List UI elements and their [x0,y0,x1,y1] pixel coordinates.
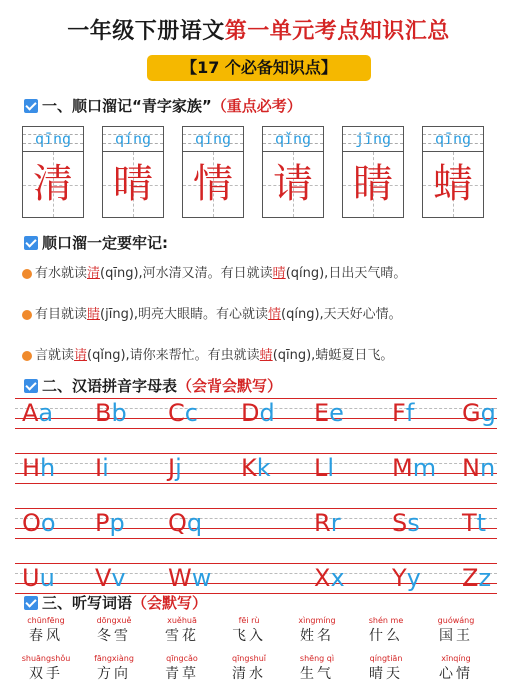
alphabet-letter: Jj [168,454,182,482]
vocab-hanzi: 晴天 [369,666,403,682]
alphabet-letter: Kk [241,454,271,482]
vocab-hanzi: 方向 [97,666,131,682]
vocab-hanzi: 雪花 [165,628,199,644]
vocab-word [426,616,486,645]
bullet-dot-icon [22,269,32,279]
character-pinyin: qíng [103,127,163,152]
character-card [102,126,164,218]
vocab-word [356,616,416,645]
vocab-word [426,654,486,683]
vocab-pinyin: shén me [368,616,404,625]
section-3-note: （会默写） [132,594,208,612]
section-3-header [24,592,207,613]
knowledge-count-badge: 【17 个必备知识点】 [147,55,371,81]
vocab-pinyin: xuěhuā [167,616,197,625]
vocab-pinyin: xìngmíng [298,616,336,625]
vocab-hanzi: 生气 [300,666,334,682]
alphabet-letter: Gg [462,399,496,427]
alphabet-letter: Ww [168,564,212,592]
alphabet-row [15,453,497,493]
alphabet-letter: Dd [241,399,275,427]
vocab-hanzi: 心情 [439,666,473,682]
character-pinyin: qīng [23,127,83,152]
section-2-note: （会背会默写） [177,377,283,395]
section-2-title: 二、汉语拼音字母表 [42,377,178,395]
vocab-hanzi: 青草 [165,666,199,682]
vocab-word [16,616,76,645]
vocab-pinyin: qíngtiān [369,654,403,663]
alphabet-letter: Aa [22,399,54,427]
checkbox-icon [24,99,38,113]
alphabet-letter: Mm [392,454,437,482]
character-card [22,126,84,218]
alphabet-row [15,398,497,438]
alphabet-row [15,508,497,548]
character-card [342,126,404,218]
rhyme-line: 有目就读睛(jīng),明亮大眼睛。有心就读情(qíng),天天好心情。 [22,303,402,322]
vocab-pinyin: qīngshuǐ [232,654,266,663]
section-1-header [24,95,302,116]
alphabet-letter: Qq [168,509,203,537]
character-hanzi: 清 [23,152,83,217]
vocab-pinyin: guówáng [437,616,475,625]
character-pinyin: qíng [183,127,243,152]
vocab-word [152,616,212,645]
vocab-word [219,616,279,645]
checkbox-icon [24,596,38,610]
vocab-word [219,654,279,683]
alphabet-letter: Hh [22,454,56,482]
alphabet-letter: Yy [392,564,421,592]
vocab-pinyin: qīngcǎo [166,654,198,663]
vocab-pinyin: xīnqíng [441,654,471,663]
character-card [182,126,244,218]
character-pinyin: jīng [343,127,403,152]
character-hanzi: 睛 [343,152,403,217]
subsection-title: 顺口溜一定要牢记: [42,234,168,252]
vocab-word [287,654,347,683]
alphabet-letter: Rr [314,509,341,537]
vocab-pinyin: shēng qì [299,654,335,663]
alphabet-letter: Ss [392,509,420,537]
section-1-note: （重点必考） [211,97,302,115]
rhyme-line: 有水就读清(qīng),河水清又清。有日就读晴(qíng),日出天气晴。 [22,262,406,281]
vocab-hanzi: 姓名 [300,628,334,644]
bullet-dot-icon [22,351,32,361]
character-hanzi: 晴 [103,152,163,217]
vocab-hanzi: 什么 [369,628,403,644]
vocab-word [84,616,144,645]
alphabet-letter: Xx [314,564,345,592]
vocab-pinyin: fāngxiàng [94,654,134,663]
alphabet-letter: Ii [95,454,109,482]
alphabet-letter: Nn [462,454,496,482]
vocab-hanzi: 双手 [29,666,63,682]
alphabet-letter: Ee [314,399,344,427]
vocab-word [152,654,212,683]
alphabet-letter: Tt [462,509,487,537]
alphabet-letter: Ll [314,454,335,482]
section-1-title: 一、顺口溜记“青字家族” [42,97,212,115]
character-hanzi: 请 [263,152,323,217]
vocab-word [84,654,144,683]
alphabet-letter: Vv [95,564,126,592]
section-3-title: 三、听写词语 [42,594,133,612]
bullet-dot-icon [22,310,32,320]
vocab-word [16,654,76,683]
alphabet-letter: Pp [95,509,125,537]
vocab-word [356,654,416,683]
vocab-word [287,616,347,645]
alphabet-letter: Bb [95,399,127,427]
vocab-pinyin: chūnfēng [27,616,65,625]
vocab-pinyin: dōngxuě [96,616,132,625]
character-pinyin: qǐng [263,127,323,152]
checkbox-icon [24,379,38,393]
title-part-1: 一年级下册语文 [67,19,225,44]
alphabet-letter: Cc [168,399,198,427]
alphabet-letter: Ff [392,399,415,427]
rhyme-line: 言就读请(qǐng),请你来帮忙。有虫就读蜻(qīng),蜻蜓夏日飞。 [22,344,393,363]
section-2-header [24,375,282,396]
character-pinyin: qīng [423,127,483,152]
vocab-hanzi: 春风 [29,628,63,644]
alphabet-letter: Oo [22,509,56,537]
checkbox-icon [24,236,38,250]
character-hanzi: 情 [183,152,243,217]
page-title [0,14,517,45]
alphabet-letter: Zz [462,564,492,592]
vocab-pinyin: fēi rù [238,616,260,625]
title-part-2: 第一单元考点知识汇总 [224,19,450,44]
vocab-hanzi: 清水 [232,666,266,682]
character-hanzi: 蜻 [423,152,483,217]
vocab-hanzi: 冬雪 [97,628,131,644]
vocab-hanzi: 飞入 [232,628,266,644]
alphabet-letter: Uu [22,564,55,592]
vocab-pinyin: shuāngshǒu [21,654,71,663]
character-card [262,126,324,218]
character-card [422,126,484,218]
vocab-hanzi: 国王 [439,628,473,644]
subsection-header [24,232,168,253]
